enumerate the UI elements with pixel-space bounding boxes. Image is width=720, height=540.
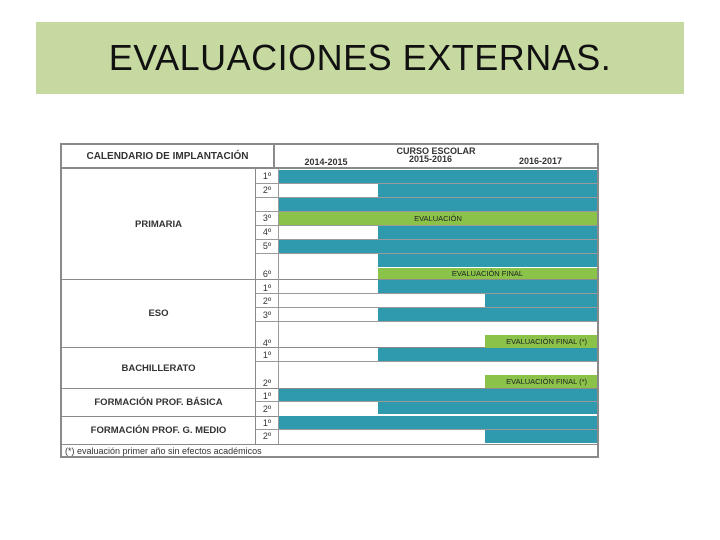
fp-basica-1-bar: [279, 389, 597, 401]
primaria-gap-bar: [279, 198, 597, 211]
grade-label: 4º: [262, 227, 272, 237]
bachillerato-2-final-evaluation: EVALUACIÓN FINAL (*): [485, 375, 597, 388]
primaria-6-final-evaluation: EVALUACIÓN FINAL: [378, 268, 597, 279]
eso-3-bar: [378, 308, 597, 321]
grade-label: 6º: [262, 269, 272, 279]
header-school-year-label: CURSO ESCOLAR: [396, 146, 476, 156]
grade-label: 5º: [262, 241, 272, 251]
group-formacion-prof-basica: FORMACIÓN PROF. BÁSICA: [94, 397, 223, 408]
header-vertical-divider: [273, 145, 275, 169]
grade-label: 1º: [262, 391, 272, 401]
year-2016-2017: 2016-2017: [518, 156, 563, 166]
group-primaria: PRIMARIA: [135, 218, 182, 230]
group-eso: ESO: [148, 308, 169, 319]
year-2015-2016: 2015-2016: [408, 154, 453, 164]
grade-label: 1º: [262, 171, 272, 181]
grade-label: 4º: [262, 338, 272, 348]
implementation-calendar-table: [60, 143, 599, 458]
primaria-3-evaluation: EVALUACIÓN: [279, 212, 597, 225]
year-2014-2015: 2014-2015: [304, 157, 348, 167]
bachillerato-1-bar: [378, 348, 597, 361]
page-title: EVALUACIONES EXTERNAS.: [108, 37, 612, 78]
grade-label: 1º: [262, 283, 272, 293]
group-bachillerato: BACHILLERATO: [121, 362, 196, 374]
primaria-2-bar: [378, 184, 597, 197]
fp-medio-2-bar: [485, 430, 597, 443]
grade-label: 2º: [262, 296, 272, 306]
eso-4-final-evaluation: EVALUACIÓN FINAL (*): [485, 335, 597, 348]
grade-label: 2º: [262, 431, 272, 441]
grade-label: 3º: [262, 213, 272, 223]
footnote: (*) evaluación primer año sin efectos académicos: [65, 445, 262, 456]
eso-1-bar: [378, 280, 597, 293]
primaria-1-bar: [279, 170, 597, 183]
title-banner: [36, 22, 684, 94]
grade-label: 2º: [262, 378, 272, 388]
grade-label: 1º: [262, 350, 272, 360]
grade-label: 2º: [262, 404, 272, 414]
grade-label: 2º: [262, 185, 272, 195]
primaria-gap2-bar: [378, 254, 597, 267]
header-calendar-label: CALENDARIO DE IMPLANTACIÓN: [86, 150, 249, 162]
fp-basica-2-bar: [378, 402, 597, 414]
primaria-4-bar: [378, 226, 597, 239]
eso-2-bar: [485, 294, 597, 307]
grade-grid: [256, 169, 597, 444]
grade-label: 3º: [262, 310, 272, 320]
fp-medio-1-bar: [279, 416, 597, 429]
primaria-5-bar: [279, 240, 597, 253]
group-formacion-prof-g-medio: FORMACIÓN PROF. G. MEDIO: [90, 425, 227, 436]
grade-label: 1º: [262, 418, 272, 428]
